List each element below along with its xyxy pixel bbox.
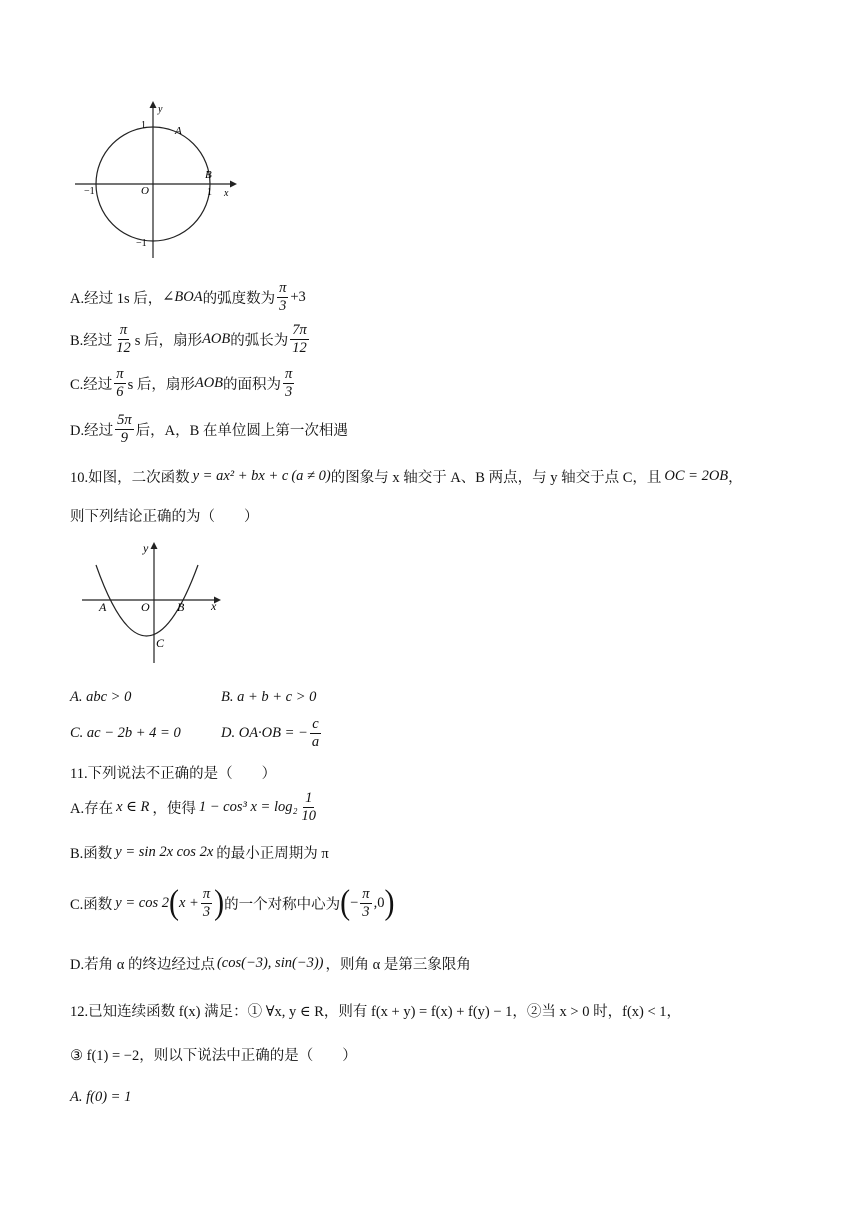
q11c-den2: 3 — [362, 903, 370, 920]
tick-x-neg: −1 — [84, 186, 95, 197]
q10-text-a: 10.如图，二次函数 — [70, 470, 190, 486]
q10-relation: OC = 2OB — [664, 468, 729, 484]
q10-option-d — [221, 716, 323, 750]
q9c-den: 6 — [116, 383, 124, 400]
unit-circle-figure — [70, 98, 240, 263]
q11c-tail: ,0 — [373, 894, 385, 911]
q9a-den: 3 — [279, 297, 287, 314]
q11c-fraction — [201, 886, 212, 920]
q9a-prefix: A.经过 1s 后， — [70, 290, 163, 307]
q9b-den: 12 — [116, 339, 131, 356]
q9c-mid2: 的面积为 — [223, 376, 282, 393]
q11c-mid: 的一个对称中心为 — [224, 896, 341, 913]
q10-option-c: C. ac − 2b + 4 = 0 — [70, 725, 181, 741]
q9-option-a — [70, 280, 306, 314]
parabola-figure — [80, 535, 225, 670]
q9-option-d — [70, 412, 348, 446]
q9a-tail: +3 — [290, 288, 306, 305]
point-a-label: A — [175, 125, 182, 137]
q11c-neg: − — [350, 894, 359, 911]
q9d-num: 5π — [117, 412, 132, 428]
q10d-den: a — [311, 733, 320, 750]
q11d-pre: D.若角 α 的终边经过点 — [70, 957, 215, 973]
q10-equation: y = ax² + bx + c — [192, 468, 289, 484]
q9b-prefix: B.经过 — [70, 332, 113, 349]
q11c-paren-close: ) — [214, 883, 225, 922]
q10-stem-line1 — [70, 466, 743, 487]
q11a-set: x ∈ R — [116, 798, 150, 815]
q9c-prefix: C.经过 — [70, 376, 113, 393]
tick-x-pos: 1 — [207, 187, 212, 198]
q9b-shape: AOB — [202, 330, 231, 347]
q9b-den2: 12 — [292, 339, 307, 356]
q12-stem-line1: 12.已知连续函数 f(x) 满足：① ∀x, y ∈ R，则有 f(x + y) = f(x) + f(y) − 1，②当 x > 0 时，f(x) < 1， — [70, 1004, 682, 1020]
q11a-pre: A.存在 — [70, 800, 114, 817]
q9a-angle: ∠BOA — [162, 288, 203, 305]
q11-option-c — [70, 883, 395, 922]
q9-option-b — [70, 322, 311, 356]
point-a-label: A — [99, 600, 107, 614]
y-axis-label: y — [158, 104, 163, 115]
q11-option-d — [70, 953, 471, 974]
q9b-mid2: 的弧长为 — [230, 332, 289, 349]
q9-option-c — [70, 366, 296, 400]
q9d-den: 9 — [120, 429, 128, 446]
y-axis-label: y — [143, 541, 149, 555]
q11-option-a — [70, 790, 320, 824]
q9c-den2: 3 — [285, 383, 293, 400]
origin-label: O — [141, 185, 149, 197]
q9d-fraction — [115, 412, 134, 446]
q11b-eq: y = sin 2x cos 2x — [115, 844, 214, 860]
q9c-fraction2 — [283, 366, 294, 400]
point-b-label: B — [205, 169, 212, 181]
q11c-paren-open2: ( — [340, 883, 351, 922]
q9b-num: π — [119, 322, 128, 338]
q11-title: 11.下列说法不正确的是（ ） — [70, 766, 277, 782]
q10-option-a: A. abc > 0 — [70, 689, 132, 705]
q9c-num2: π — [285, 366, 293, 382]
q11b-pre: B.函数 — [70, 846, 113, 862]
x-axis-label: x — [211, 599, 217, 613]
q11a-mid: ，使得 — [152, 800, 196, 817]
q9c-num: π — [116, 366, 124, 382]
q9a-fraction — [277, 280, 288, 314]
q9b-fraction — [114, 322, 133, 356]
tick-y-neg: −1 — [136, 238, 147, 249]
q9d-prefix: D.经过 — [70, 422, 114, 439]
q12-option-a: A. f(0) = 1 — [70, 1089, 132, 1105]
tick-y-pos: 1 — [141, 120, 146, 131]
q11c-paren-open: ( — [168, 883, 179, 922]
q11c-fraction2 — [360, 886, 371, 920]
q10d-pre: D. OA·OB = − — [221, 724, 308, 741]
point-b-label: B — [177, 600, 185, 614]
q11d-point: (cos(−3), sin(−3)) — [216, 955, 324, 971]
q9c-shape: AOB — [194, 374, 224, 391]
point-c-label: C — [156, 636, 165, 650]
q10-option-b: B. a + b + c > 0 — [221, 689, 317, 705]
origin-label: O — [141, 600, 150, 614]
q9a-mid: 的弧度数为 — [202, 290, 276, 307]
q10-stem-line2: 则下列结论正确的为（ ） — [70, 509, 259, 525]
q10-text-b: 的图象与 x 轴交于 A、B 两点，与 y 轴交于点 C，且 — [330, 470, 662, 486]
q11a-num: 1 — [305, 790, 313, 806]
q11c-x: x + — [178, 894, 199, 911]
q10-condition: (a ≠ 0) — [291, 468, 331, 484]
q11c-eq: y = cos 2 — [115, 894, 169, 911]
x-axis-label: x — [224, 188, 229, 199]
q9a-num: π — [279, 280, 287, 296]
q9b-fraction2 — [290, 322, 309, 356]
q9b-num2: 7π — [292, 322, 307, 338]
q11c-pre: C.函数 — [70, 896, 113, 913]
q11b-tail: 的最小正周期为 π — [216, 846, 329, 862]
q10d-fraction — [310, 716, 321, 750]
q9c-fraction — [114, 366, 125, 400]
q11c-paren-close2: ) — [384, 883, 395, 922]
q11a-den: 10 — [301, 807, 317, 824]
q9b-mid: s 后，扇形 — [134, 332, 203, 349]
q12-stem-line2: ③ f(1) = −2，则以下说法中正确的是（ ） — [70, 1048, 357, 1064]
q11-option-b — [70, 842, 329, 863]
q11c-den: 3 — [202, 903, 211, 920]
q10d-num: c — [312, 716, 319, 732]
q11a-fraction — [300, 790, 319, 824]
q11d-tail: ，则角 α 是第三象限角 — [325, 957, 471, 973]
q10-text-c: ， — [728, 470, 743, 486]
q9c-mid: s 后，扇形 — [127, 376, 195, 393]
q9d-mid: 后，A，B 在单位圆上第一次相遇 — [135, 422, 348, 439]
q11a-eq: 1 − cos³ x = log₂ — [198, 798, 298, 815]
q11c-num2: π — [362, 886, 370, 902]
q11c-num: π — [202, 886, 211, 902]
